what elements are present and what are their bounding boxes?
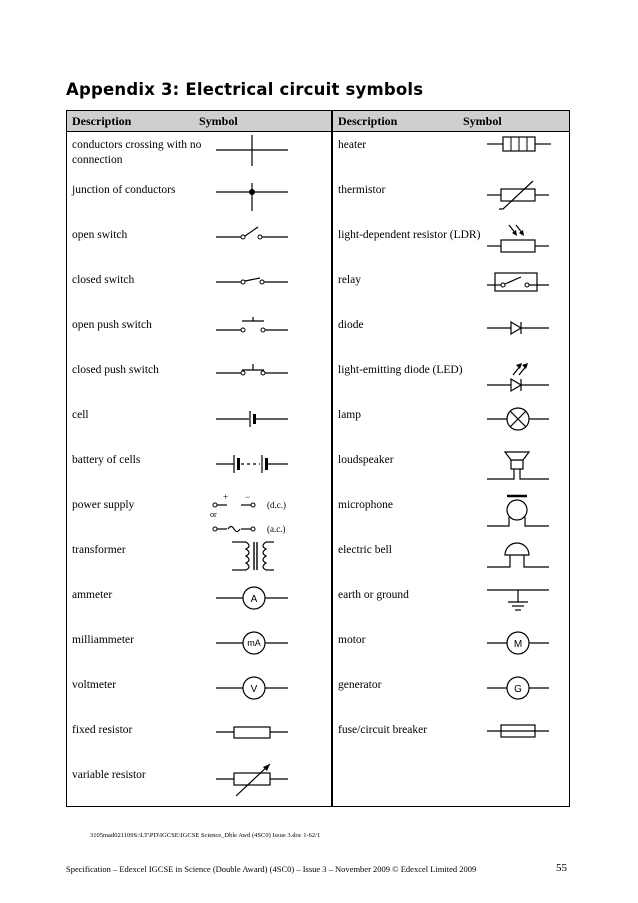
row-description: voltmeter	[72, 679, 117, 691]
table-row	[333, 627, 569, 672]
voltmeter-icon	[212, 672, 292, 712]
fuse-icon	[483, 717, 563, 757]
closed-push-switch-icon	[212, 357, 292, 397]
header-symbol: Symbol	[199, 114, 238, 128]
fixed-resistor-icon	[212, 717, 292, 757]
row-description: heater	[338, 139, 367, 151]
row-description: battery of cells	[72, 454, 141, 466]
table-row	[67, 447, 331, 492]
row-description: closed push switch	[72, 364, 159, 376]
table-row	[67, 717, 331, 762]
header-description: Description	[338, 114, 398, 128]
table-row	[333, 222, 569, 267]
motor-icon	[483, 627, 563, 667]
page-footer: Specification – Edexcel IGCSE in Science (Double Award) (4SC0) – Issue 3 – November 2009 © Edexcel Limited 2009	[66, 864, 477, 874]
row-description: loudspeaker	[338, 454, 394, 466]
row-description: milliammeter	[72, 634, 134, 646]
table-row	[333, 537, 569, 582]
thermistor-icon	[483, 177, 563, 217]
cell-icon	[212, 402, 292, 442]
row-description: motor	[338, 634, 366, 646]
table-row	[67, 582, 331, 627]
row-description: light-emitting diode (LED)	[338, 364, 463, 376]
diode-icon	[483, 312, 563, 352]
table-row	[67, 132, 331, 177]
heater-icon	[483, 132, 563, 172]
closed-switch-icon	[212, 267, 292, 307]
voltmeter-label: V	[250, 684, 258, 695]
table-row	[67, 312, 331, 357]
row-description: earth or ground	[338, 589, 409, 601]
row-description: fixed resistor	[72, 724, 133, 736]
table-row	[333, 582, 569, 627]
generator-label: G	[514, 684, 522, 695]
row-description: light-dependent resistor (LDR)	[338, 229, 481, 241]
table-row	[67, 357, 331, 402]
row-description: fuse/circuit breaker	[338, 724, 428, 736]
table-header	[333, 111, 569, 132]
open-push-switch-icon	[212, 312, 292, 352]
lamp-icon	[483, 402, 563, 442]
row-description: open switch	[72, 229, 128, 241]
relay-icon	[483, 267, 563, 307]
table-row	[333, 312, 569, 357]
row-description: closed switch	[72, 274, 135, 286]
header-description: Description	[72, 114, 132, 128]
row-description: lamp	[338, 409, 361, 421]
table-row	[67, 627, 331, 672]
table-row	[333, 447, 569, 492]
row-description: conductors crossing with no connection	[72, 139, 202, 166]
row-description: open push switch	[72, 319, 152, 331]
table-row	[67, 222, 331, 267]
ac-label: (a.c.)	[267, 524, 286, 534]
table-row	[67, 762, 331, 807]
earth-icon	[483, 582, 563, 622]
table-row	[67, 537, 331, 582]
table-row	[333, 132, 569, 177]
electric-bell-icon	[483, 537, 563, 577]
page-title: Appendix 3: Electrical circuit symbols	[66, 80, 424, 99]
table-row	[67, 492, 331, 537]
symbols-table-right	[332, 110, 570, 807]
row-description: ammeter	[72, 589, 113, 601]
row-description: variable resistor	[72, 769, 146, 781]
page-number: 55	[556, 862, 567, 874]
transformer-icon	[212, 537, 292, 577]
milliammeter-label: mA	[247, 638, 261, 648]
header-symbol: Symbol	[463, 114, 502, 128]
table-row	[67, 177, 331, 222]
loudspeaker-icon	[483, 447, 563, 489]
symbols-table-left	[66, 110, 332, 807]
table-row	[333, 267, 569, 312]
table-row	[333, 177, 569, 222]
motor-label: M	[513, 639, 523, 650]
crossing-wires-icon	[212, 132, 292, 172]
table-header	[67, 111, 331, 132]
milliammeter-icon	[212, 627, 292, 667]
table-row	[333, 357, 569, 402]
table-row	[67, 402, 331, 447]
variable-resistor-icon	[212, 762, 292, 804]
row-description: power supply	[72, 499, 135, 511]
row-description: diode	[338, 319, 364, 331]
microphone-icon	[483, 492, 563, 536]
row-description: microphone	[338, 499, 393, 511]
row-description: cell	[72, 409, 89, 421]
row-description: transformer	[72, 544, 126, 556]
ammeter-label: A	[250, 594, 258, 605]
junction-icon	[212, 177, 292, 217]
table-row	[333, 717, 569, 762]
row-description: junction of conductors	[72, 184, 176, 196]
minus-label: −	[245, 492, 251, 502]
table-row	[333, 672, 569, 717]
table-row	[333, 402, 569, 447]
led-icon	[483, 357, 563, 399]
row-description: relay	[338, 274, 361, 286]
ammeter-icon	[212, 582, 292, 622]
battery-icon	[212, 447, 292, 487]
plus-label: +	[223, 492, 229, 502]
power-supply-icon	[207, 492, 327, 536]
table-row	[67, 672, 331, 717]
dc-label: (d.c.)	[267, 500, 286, 510]
ldr-icon	[483, 222, 563, 264]
row-description: thermistor	[338, 184, 386, 196]
table-row	[333, 492, 569, 537]
open-switch-icon	[212, 222, 292, 262]
table-row	[67, 267, 331, 312]
or-label: or	[210, 510, 217, 519]
row-description: electric bell	[338, 544, 392, 556]
generator-icon	[483, 672, 563, 712]
row-description: generator	[338, 679, 382, 691]
file-path: 3105mad021109S:\LT\PD\IGCSE\IGCSE Science_Dble Awd (4SC0) Issue 3.doc 1-62/1	[90, 832, 321, 839]
